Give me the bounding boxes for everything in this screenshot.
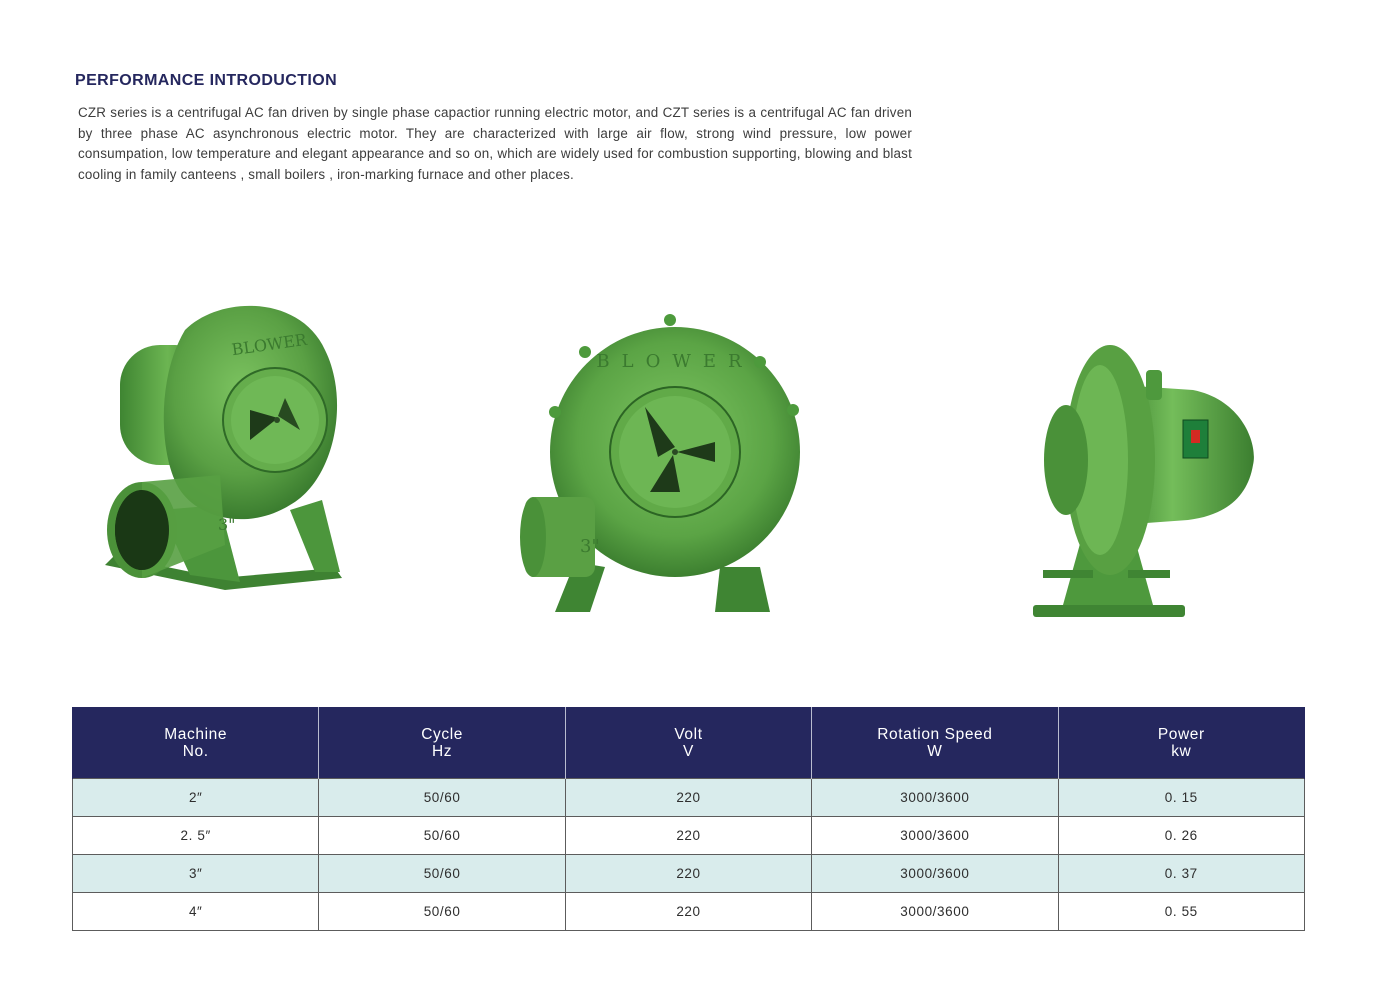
table-row [73, 779, 1305, 817]
intro-paragraph: CZR series is a centrifugal AC fan driven by single phase capactior running electric motor, and CZT series is a centrifugal AC fan driven by three phase AC asynchronous electric motor. They are characterized with large air flow, strong wind pressure, low power consumpation, low temperature and elegant appearance and so on, which are widely used for combustion supporting, blowing and blast cooling in family canteens , small boilers , iron-marking furnace and other places. [78, 105, 912, 183]
cell-volt: 220 [565, 817, 811, 855]
cell-cycle: 50/60 [319, 855, 565, 893]
cell-power: 0. 55 [1058, 893, 1304, 931]
header-power: Power kw [1058, 707, 1304, 779]
cell-cycle: 50/60 [319, 893, 565, 931]
blower-three-quarter-view-icon [100, 290, 350, 610]
header-rotation-speed: Rotation Speed W [812, 707, 1058, 779]
cell-cycle: 50/60 [319, 779, 565, 817]
table-row [73, 893, 1305, 931]
cell-machine: 2. 5″ [73, 817, 319, 855]
cell-volt: 220 [565, 893, 811, 931]
table-header-row [73, 707, 1305, 779]
blower-front-image [515, 312, 805, 622]
header-machine-no: Machine No. [73, 707, 319, 779]
section-title: PERFORMANCE INTRODUCTION [75, 72, 338, 89]
blower-emboss-text: BLOWER [230, 329, 309, 360]
header-volt: Volt V [565, 707, 811, 779]
blower-emboss-text: BLOWER [596, 351, 754, 372]
cell-power: 0. 15 [1058, 779, 1304, 817]
table-row [73, 817, 1305, 855]
cell-power: 0. 26 [1058, 817, 1304, 855]
blower-side-view-icon [1028, 335, 1260, 625]
cell-speed: 3000/3600 [812, 893, 1058, 931]
cell-speed: 3000/3600 [812, 779, 1058, 817]
cell-speed: 3000/3600 [812, 817, 1058, 855]
cell-power: 0. 37 [1058, 855, 1304, 893]
blower-side-image [1028, 335, 1260, 625]
blower-front-view-icon [515, 312, 805, 622]
table-row [73, 855, 1305, 893]
cell-machine: 4″ [73, 893, 319, 931]
header-cycle: Cycle Hz [319, 707, 565, 779]
blower-size-mark: 3" [218, 515, 236, 534]
cell-machine: 3″ [73, 855, 319, 893]
spec-table [72, 707, 1305, 931]
blower-three-quarter-image [100, 290, 350, 610]
cell-volt: 220 [565, 779, 811, 817]
cell-volt: 220 [565, 855, 811, 893]
blower-size-mark: 3" [580, 536, 600, 557]
cell-speed: 3000/3600 [812, 855, 1058, 893]
cell-machine: 2″ [73, 779, 319, 817]
cell-cycle: 50/60 [319, 817, 565, 855]
